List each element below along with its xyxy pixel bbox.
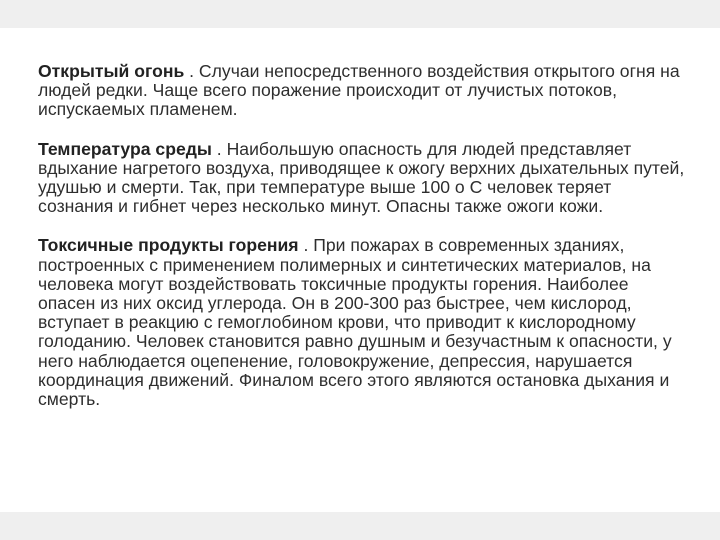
top-decorative-band bbox=[0, 0, 720, 28]
paragraph-text: . Наибольшую опасность для людей представляет вдыхание нагретого воздуха, приводящее к ожогу верхних дыхательных путей, удушью и смерти. Так, при температуре выше 100 о С человек теряет сознания и гибнет через несколько минут. Опасны также ожоги кожи. bbox=[38, 138, 685, 217]
paragraph-text: . При пожарах в современных зданиях, построенных с применением полимерных и синтетических материалов, на человека могут воздействовать токсичные продукты горения. Наиболее опасен из них оксид углерода. Он в 200-300 раз быстрее, чем кислород, вступает в реакцию с гемоглобином крови, что приводит к кислородному голоданию. Человек становится равно душным и безучастным к опасности, у него наблюдается оцепенение, головокружение, депрессия, нарушается координация движений. Финалом всего этого являются остановка дыхания и смерть. bbox=[38, 235, 672, 410]
paragraph-environment-temperature bbox=[38, 140, 688, 217]
bottom-decorative-band bbox=[0, 512, 720, 540]
paragraph-toxic-combustion-products bbox=[38, 236, 688, 409]
paragraph-heading: Температура среды bbox=[38, 138, 212, 159]
paragraph-heading: Токсичные продукты горения bbox=[38, 235, 299, 256]
paragraph-text: . Случаи непосредственного воздействия открытого огня на людей редки. Чаще всего поражение происходит от лучистых потоков, испускаемых пламенем. bbox=[38, 61, 680, 120]
paragraph-heading: Открытый огонь bbox=[38, 61, 185, 81]
paragraph-open-fire bbox=[38, 62, 688, 120]
slide-body bbox=[38, 62, 688, 429]
